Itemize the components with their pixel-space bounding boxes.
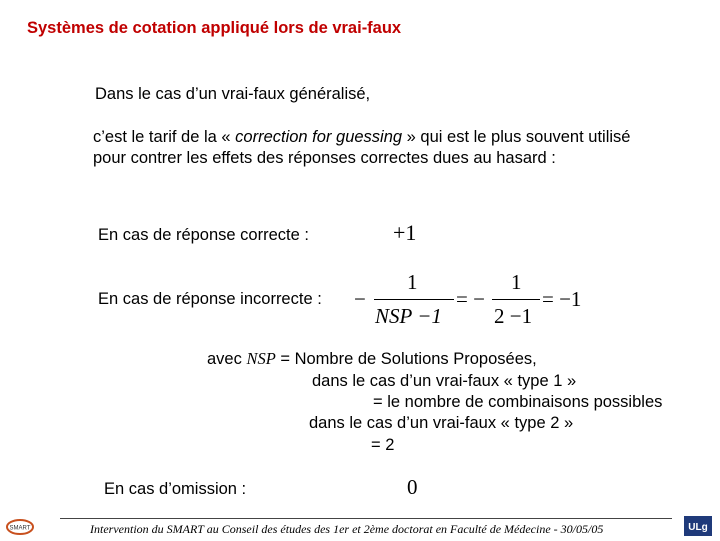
omission-value: 0 xyxy=(407,475,418,499)
nsp-symbol: NSP xyxy=(246,349,276,368)
type2-value: = 2 xyxy=(371,436,395,454)
formula-leading-minus: − xyxy=(354,287,366,311)
type1-value: = le nombre de combinaisons possibles xyxy=(373,393,663,411)
fraction-2-bar xyxy=(492,299,540,300)
type1-line: dans le cas d’un vrai-faux « type 1 » xyxy=(312,372,577,390)
formula-result: = −1 xyxy=(542,287,582,311)
nsp-definition xyxy=(207,348,537,370)
correction-for-guessing-term: correction for guessing xyxy=(235,128,403,146)
formula-equals-minus: = − xyxy=(456,287,485,311)
nsp-definition-pre: avec xyxy=(207,350,247,368)
fraction-1-numerator: 1 xyxy=(407,270,418,294)
omission-label: En cas d’omission : xyxy=(104,480,247,498)
paragraph-line-1 xyxy=(93,127,630,148)
incorrect-answer-label: En cas de réponse incorrecte : xyxy=(98,290,322,308)
correct-answer-label: En cas de réponse correcte : xyxy=(98,226,309,244)
ulg-logo-icon xyxy=(684,516,712,536)
slide-title: Systèmes de cotation appliqué lors de vrai-faux xyxy=(27,19,402,37)
fraction-1-bar xyxy=(374,299,454,300)
smart-logo-icon xyxy=(5,518,35,536)
type2-line: dans le cas d’un vrai-faux « type 2 » xyxy=(309,414,574,432)
paragraph-line-1-pre: c’est le tarif de la « xyxy=(93,128,236,146)
penalty-formula xyxy=(354,270,594,332)
fraction-2-numerator: 1 xyxy=(511,270,522,294)
footer-divider xyxy=(60,518,672,519)
fraction-1-denominator: NSP −1 xyxy=(375,304,442,328)
footer-text: Intervention du SMART au Conseil des études des 1er et 2ème doctorat en Faculté de Médecine - 30/05/05 xyxy=(90,522,604,536)
ulg-logo-text: ULg xyxy=(688,522,708,533)
smart-logo-text: SMART xyxy=(9,525,31,532)
paragraph-line-2: pour contrer les effets des réponses correctes dues au hasard : xyxy=(93,149,556,167)
intro-text: Dans le cas d’un vrai-faux généralisé, xyxy=(95,85,371,103)
nsp-definition-post: = Nombre de Solutions Proposées, xyxy=(275,350,537,368)
correct-answer-value: +1 xyxy=(393,220,417,245)
paragraph-line-1-post: » qui est le plus souvent utilisé xyxy=(402,128,631,146)
fraction-2-denominator: 2 −1 xyxy=(494,304,533,328)
ulg-logo xyxy=(684,516,712,536)
smart-logo xyxy=(5,518,35,536)
